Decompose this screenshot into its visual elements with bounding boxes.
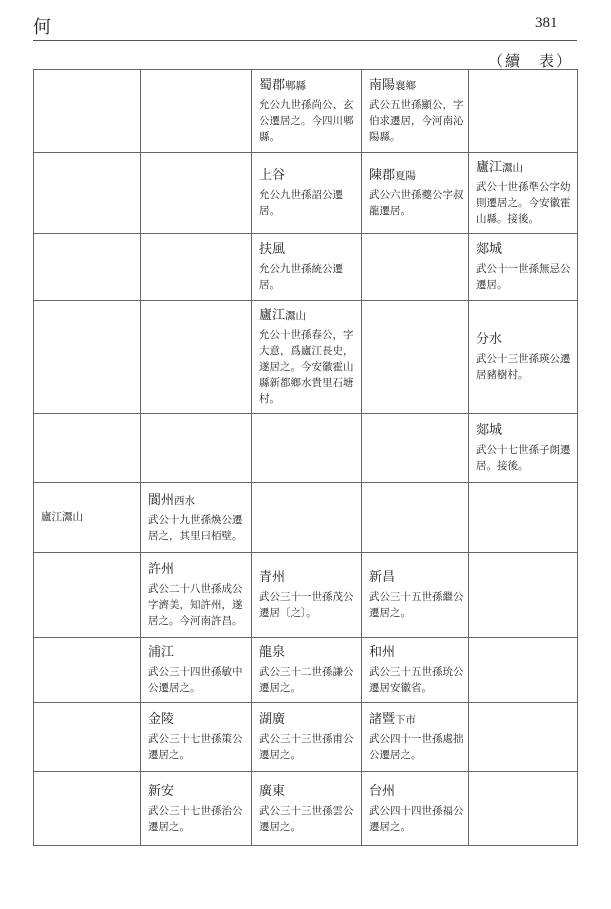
table-row [34,153,578,234]
place-name [369,783,464,801]
table-cell [141,70,252,153]
table-cell [362,772,469,846]
place-main: 浦江 [148,645,175,660]
table-cell [252,234,362,301]
place-sub: 灊山 [285,310,307,322]
table-cell [34,483,141,553]
place-name [148,492,247,510]
place-main: 龍泉 [259,645,286,660]
place-main: 湖廣 [259,712,286,727]
table-cell [141,703,252,772]
migration-description: 武公三十七世孫策公遷居之。 [148,733,243,761]
place-name [148,561,247,579]
header-rule [33,40,577,41]
table-row [34,703,578,772]
place-main: 扶風 [259,242,286,257]
place-sub: 夏陽 [395,170,417,182]
table-cell [469,703,578,772]
table-cell [252,483,362,553]
table-cell [34,153,141,234]
place-main: 郯城 [476,423,503,438]
migration-description: 武公二十八世孫成公字濟美，知許州，遂居之。今河南許昌。 [148,583,243,627]
migration-description: 武公三十三世孫雲公遷居之。 [259,804,354,833]
table-cell [252,553,362,638]
table-cell [469,553,578,638]
table-cell [252,638,362,703]
place-name [148,711,247,729]
place-name [369,644,464,662]
place-main: 閬州 [148,492,175,508]
place-main: 新安 [148,783,175,799]
migration-description: 武公五世孫顯公，字伯求遷居，今河南沁陽縣。 [369,99,464,143]
place-name [259,77,357,95]
table-cell [34,703,141,772]
place-name [476,241,573,259]
migration-description: 武公四十一世孫處拙公遷居之。 [369,733,464,761]
migration-description: 武公十九世孫煥公遷居之，其里曰栢壁。 [148,513,243,542]
table-cell [252,772,362,846]
place-sub: 廬江灊山 [41,510,83,523]
table-cell [362,70,469,153]
migration-description: 允公十世孫春公，字大意，爲廬江長史，遂居之。今安徽霍山縣新都鄉水貴里石塘村。 [259,329,354,405]
table-cell [362,153,469,234]
migration-description: 武公六世孫夔公字叔龍遷居。 [369,189,464,217]
migration-description: 武公四十四世孫福公遷居之。 [369,804,464,833]
place-main: 廬江 [259,308,286,323]
place-sub: 襄鄉 [395,80,417,92]
place-name [259,307,357,325]
place-name [148,644,247,662]
table-cell [252,70,362,153]
migration-description: 武公三十五世孫繼公遷居之。 [369,591,464,619]
migration-description: 武公三十二世孫謙公遷居之。 [259,666,354,694]
table-cell [362,301,469,414]
place-name [476,331,573,349]
place-main: 陳郡 [369,168,396,183]
table-cell [362,234,469,301]
table-row [34,234,578,301]
place-main: 蜀郡 [259,78,286,93]
migration-description: 允公九世孫統公遷居。 [259,263,343,291]
place-name [259,167,357,185]
place-name [369,711,464,729]
table-cell [34,553,141,638]
table-cell [34,414,141,483]
table-cell [34,772,141,846]
migration-description: 武公十三世孫瑛公遷居豬樹村。 [476,353,571,381]
table-cell [469,638,578,703]
table-cell [34,638,141,703]
genealogy-migration-table [33,69,578,846]
place-sub: 灊山 [502,162,524,174]
table-cell [141,414,252,483]
table-cell [252,414,362,483]
place-main: 和州 [369,645,396,660]
migration-description: 允公九世孫尚公、玄公遷居之。今四川郫縣。 [259,99,354,143]
table-row [34,772,578,846]
table-cell [141,153,252,234]
migration-description: 武公十世孫準公字幼則遷居之。今安徽霍山縣。接後。 [476,181,571,225]
table-cell [141,301,252,414]
place-sub: 下市 [395,714,417,726]
table-row [34,553,578,638]
place-name [259,644,357,662]
place-main: 上谷 [259,168,286,183]
place-name [41,508,136,526]
table-cell [362,638,469,703]
table-cell [469,234,578,301]
table-cell [362,414,469,483]
table-cell [141,483,252,553]
running-head-surname: 何 [33,17,51,38]
place-main: 廬江 [476,160,503,175]
migration-description: 武公三十一世孫茂公遷居〔之〕。 [259,591,354,619]
table-cell [141,638,252,703]
place-main: 郯城 [476,242,503,257]
place-main: 台州 [369,783,396,799]
migration-description: 武公三十四世孫敏中公遷居之。 [148,666,243,694]
place-name [476,422,573,440]
table-cell [34,234,141,301]
page-number: 381 [535,15,558,31]
place-name [369,77,464,95]
table-cell [362,483,469,553]
table-cell [141,772,252,846]
table-row [34,70,578,153]
table-cell [252,703,362,772]
table-cell [141,553,252,638]
table-cell [469,70,578,153]
table-cell [469,414,578,483]
migration-description: 武公十一世孫無忌公遷居。 [476,263,571,291]
place-name [259,711,357,729]
place-sub: 西水 [174,494,196,507]
migration-description: 武公三十七世孫治公遷居之。 [148,804,243,833]
place-name [369,167,464,185]
place-sub: 郫縣 [285,80,307,92]
migration-description: 武公十七世孫子朗遷居。接後。 [476,444,571,472]
table-row [34,483,578,553]
place-main: 許州 [148,562,175,577]
table-cell [252,301,362,414]
place-name [148,783,247,801]
table-cell [141,234,252,301]
table-cell [362,703,469,772]
migration-description: 允公九世孫詔公遷居。 [259,189,343,217]
place-main: 諸暨 [369,712,396,727]
table-row [34,414,578,483]
place-name [369,569,464,587]
migration-description: 武公三十三世孫甫公遷居之。 [259,733,354,761]
table-cell [469,483,578,553]
place-name [259,569,357,587]
place-main: 青州 [259,570,286,585]
table-cell [469,153,578,234]
table-cell [469,301,578,414]
table-continued-caption: （續 表） [488,52,574,70]
place-main: 金陵 [148,712,175,727]
place-main: 新昌 [369,570,396,585]
place-name [259,783,357,801]
table-cell [252,153,362,234]
place-main: 分水 [476,332,503,347]
table-row [34,301,578,414]
place-name [259,241,357,259]
table-cell [469,772,578,846]
place-main: 南陽 [369,78,396,93]
table-cell [34,70,141,153]
place-main: 廣東 [259,783,286,799]
table-cell [34,301,141,414]
table-cell [362,553,469,638]
migration-description: 武公三十五世孫玧公遷居安徽省。 [369,666,464,694]
place-name [476,159,573,177]
table-row [34,638,578,703]
